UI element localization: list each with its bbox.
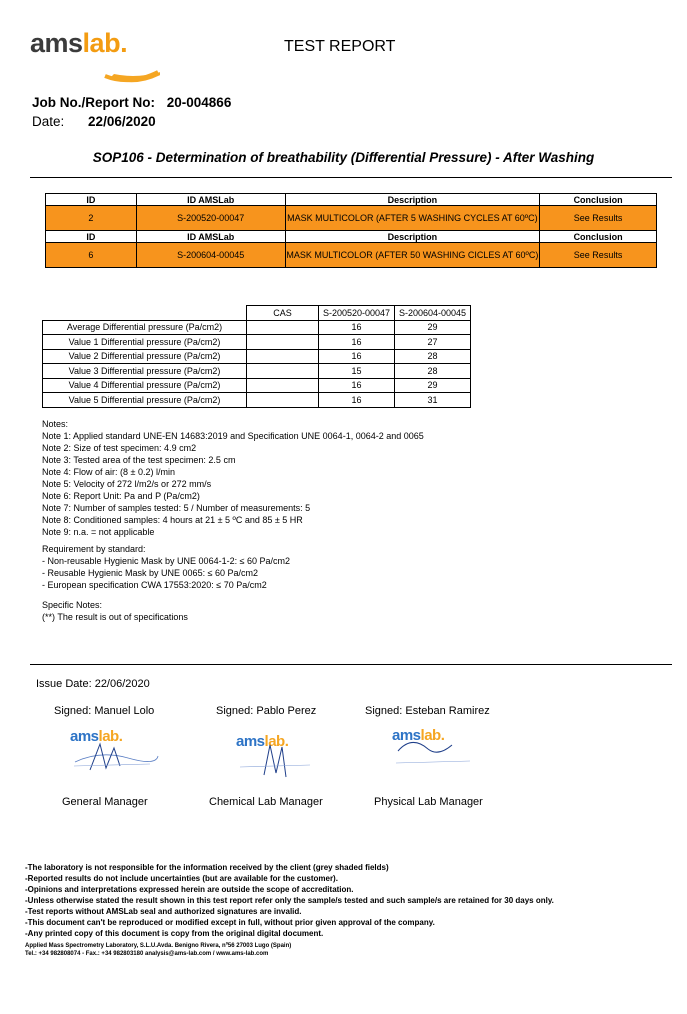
sample-conclusion: See Results bbox=[540, 206, 657, 231]
company-contact: Tel.: +34 982808074 - Fax.: +34 982803180 analysis@ams-lab.com / www.ams-lab.com bbox=[25, 951, 269, 957]
job-number bbox=[32, 95, 231, 110]
date-label: Date: bbox=[32, 114, 65, 129]
header-cell: CAS bbox=[247, 306, 319, 321]
company-logo bbox=[30, 28, 160, 84]
table-row bbox=[43, 320, 471, 335]
header-cell: Description bbox=[285, 194, 540, 206]
sample-id: 6 bbox=[46, 243, 137, 268]
specific-note: (**) The result is out of specifications bbox=[42, 612, 188, 622]
sample-description: MASK MULTICOLOR (AFTER 5 WASHING CYCLES AT 60ºC) bbox=[285, 206, 540, 231]
table-row bbox=[43, 335, 471, 350]
page-title: TEST REPORT bbox=[284, 38, 396, 55]
disclaimer-line: -The laboratory is not responsible for the information received by the client (grey shaded fields) bbox=[25, 863, 389, 872]
note-item: Note 8: Conditioned samples: 4 hours at 21 ± 5 ºC and 85 ± 5 HR bbox=[42, 515, 303, 525]
disclaimer-line: -Test reports without AMSLab seal and authorized signatures are invalid. bbox=[25, 907, 302, 916]
header-cell: S-200520-00047 bbox=[319, 306, 395, 321]
cas-value bbox=[247, 364, 319, 379]
notes-heading: Notes: bbox=[42, 419, 69, 429]
note-item: Note 4: Flow of air: (8 ± 0.2) l/min bbox=[42, 467, 175, 477]
row-label: Value 4 Differential pressure (Pa/cm2) bbox=[43, 378, 247, 393]
company-stamp: amslab. bbox=[70, 728, 162, 776]
table-row bbox=[43, 364, 471, 379]
sample-conclusion: See Results bbox=[540, 243, 657, 268]
signed-by: Signed: Manuel Lolo bbox=[54, 705, 155, 717]
row-label: Value 2 Differential pressure (Pa/cm2) bbox=[43, 349, 247, 364]
results-table bbox=[42, 305, 471, 408]
cas-value bbox=[247, 393, 319, 408]
table-header-row bbox=[46, 231, 657, 243]
requirement-item: - Non-reusable Hygienic Mask by UNE 0064-1-2: ≤ 60 Pa/cm2 bbox=[42, 556, 291, 566]
row-label: Value 1 Differential pressure (Pa/cm2) bbox=[43, 335, 247, 350]
job-label: Job No./Report No: bbox=[32, 95, 155, 110]
disclaimer-line: -This document can't be reproduced or modified except in full, without prior given approval of the company. bbox=[25, 918, 435, 927]
row-label: Value 3 Differential pressure (Pa/cm2) bbox=[43, 364, 247, 379]
disclaimer-line: -Opinions and interpretations expressed herein are outside the scope of accreditation. bbox=[25, 885, 354, 894]
value-1: 16 bbox=[319, 378, 395, 393]
value-1: 16 bbox=[319, 320, 395, 335]
value-2: 27 bbox=[395, 335, 471, 350]
note-item: Note 7: Number of samples tested: 5 / Number of measurements: 5 bbox=[42, 503, 311, 513]
value-1: 16 bbox=[319, 335, 395, 350]
company-stamp: amslab. bbox=[392, 727, 484, 775]
table-row bbox=[43, 378, 471, 393]
signature-icon bbox=[236, 733, 328, 781]
note-item: Note 9: n.a. = not applicable bbox=[42, 527, 155, 537]
value-1: 16 bbox=[319, 393, 395, 408]
samples-table bbox=[45, 193, 657, 268]
issue-date: Issue Date: 22/06/2020 bbox=[36, 678, 150, 690]
signature-icon bbox=[392, 727, 484, 775]
logo-wordmark: amslab. bbox=[30, 28, 128, 58]
report-date bbox=[32, 114, 156, 129]
table-header-row bbox=[46, 194, 657, 206]
company-stamp: amslab. bbox=[236, 733, 328, 781]
requirement-item: - Reusable Hygienic Mask by UNE 0065: ≤ 60 Pa/cm2 bbox=[42, 568, 259, 578]
note-item: Note 2: Size of test specimen: 4.9 cm2 bbox=[42, 443, 197, 453]
signer-role: Physical Lab Manager bbox=[374, 796, 483, 808]
row-label: Value 5 Differential pressure (Pa/cm2) bbox=[43, 393, 247, 408]
note-item: Note 1: Applied standard UNE-EN 14683:2019 and Specification UNE 0064-1, 0064-2 and 0065 bbox=[42, 431, 424, 441]
divider bbox=[30, 177, 672, 178]
results-header-row bbox=[43, 306, 471, 321]
signed-by: Signed: Esteban Ramirez bbox=[365, 705, 490, 717]
value-2: 29 bbox=[395, 378, 471, 393]
disclaimer-line: -Any printed copy of this document is copy from the original digital document. bbox=[25, 929, 324, 938]
value-2: 31 bbox=[395, 393, 471, 408]
cas-value bbox=[247, 349, 319, 364]
company-address: Applied Mass Spectrometry Laboratory, S.L.U.Avda. Benigno Rivera, nº56 27003 Lugo (Spain) bbox=[25, 943, 292, 949]
sample-amslab-id: S-200520-00047 bbox=[136, 206, 285, 231]
job-value: 20-004866 bbox=[166, 95, 232, 110]
requirement-item: - European specification CWA 17553:2020: ≤ 70 Pa/cm2 bbox=[42, 580, 267, 590]
header-cell: Conclusion bbox=[540, 231, 657, 243]
row-label: Average Differential pressure (Pa/cm2) bbox=[43, 320, 247, 335]
header-cell: Description bbox=[285, 231, 540, 243]
header-cell: S-200604-00045 bbox=[395, 306, 471, 321]
value-2: 28 bbox=[395, 364, 471, 379]
signer-role: General Manager bbox=[62, 796, 148, 808]
sample-id: 2 bbox=[46, 206, 137, 231]
value-2: 29 bbox=[395, 320, 471, 335]
header-cell: ID bbox=[46, 231, 137, 243]
disclaimer-line: -Unless otherwise stated the result shown in this test report refer only the sample/s tested and such sample/s are retained for 30 days only. bbox=[25, 896, 554, 905]
header-cell: Conclusion bbox=[540, 194, 657, 206]
table-row bbox=[43, 349, 471, 364]
note-item: Note 6: Report Unit: Pa and P (Pa/cm2) bbox=[42, 491, 200, 501]
date-value: 22/06/2020 bbox=[88, 114, 156, 129]
note-item: Note 5: Velocity of 272 l/m2/s or 272 mm/s bbox=[42, 479, 212, 489]
table-row bbox=[46, 206, 657, 231]
cas-value bbox=[247, 335, 319, 350]
table-row bbox=[46, 243, 657, 268]
table-row bbox=[43, 393, 471, 408]
empty-cell bbox=[43, 306, 247, 321]
header-cell: ID bbox=[46, 194, 137, 206]
cas-value bbox=[247, 320, 319, 335]
signed-by: Signed: Pablo Perez bbox=[216, 705, 317, 717]
signer-role: Chemical Lab Manager bbox=[209, 796, 323, 808]
disclaimer-line: -Reported results do not include uncertainties (but are available for the customer). bbox=[25, 874, 338, 883]
sop-title: SOP106 - Determination of breathability (Differential Pressure) - After Washing bbox=[92, 150, 595, 165]
value-2: 28 bbox=[395, 349, 471, 364]
sample-amslab-id: S-200604-00045 bbox=[136, 243, 285, 268]
value-1: 16 bbox=[319, 349, 395, 364]
header-cell: ID AMSLab bbox=[136, 231, 285, 243]
note-item: Note 3: Tested area of the test specimen: 2.5 cm bbox=[42, 455, 236, 465]
signature-icon bbox=[70, 728, 162, 776]
divider bbox=[30, 664, 672, 665]
specific-notes-heading: Specific Notes: bbox=[42, 600, 103, 610]
value-1: 15 bbox=[319, 364, 395, 379]
cas-value bbox=[247, 378, 319, 393]
header-cell: ID AMSLab bbox=[136, 194, 285, 206]
sample-description: MASK MULTICOLOR (AFTER 50 WASHING CICLES AT 60ºC) bbox=[285, 243, 540, 268]
requirement-heading: Requirement by standard: bbox=[42, 544, 146, 554]
